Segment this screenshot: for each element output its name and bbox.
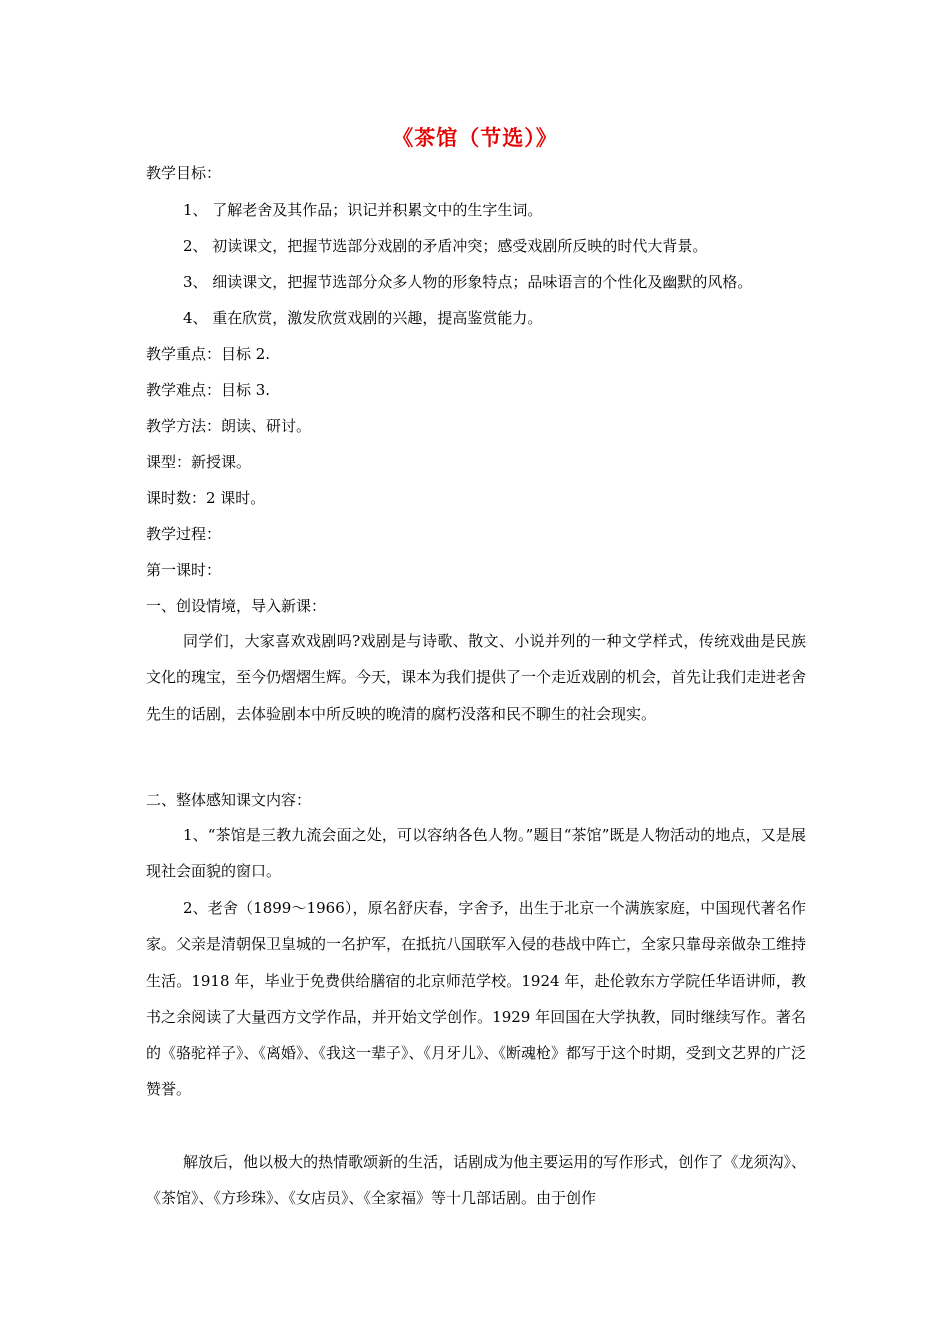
objective-item-1: 1、 了解老舍及其作品；识记并积累文中的生字生词。 (183, 201, 543, 219)
section-2-paragraph-1: 1、“茶馆是三教九流会面之处，可以容纳各色人物。”题目“茶馆”既是人物活动的地点，又是展现社会面貌的窗口。 (146, 826, 806, 881)
section-2-heading: 二、整体感知课文内容： (146, 791, 312, 809)
objective-item-3: 3、 细读课文，把握节选部分众多人物的形象特点；品味语言的个性化及幽默的风格。 (183, 273, 753, 291)
objective-item-4: 4、 重在欣赏，激发欣赏戏剧的兴趣，提高鉴赏能力。 (183, 309, 543, 327)
teaching-method: 教学方法：朗读、研讨。 (146, 417, 312, 435)
lesson-type: 课型：新授课。 (146, 453, 252, 471)
objective-item-2: 2、 初读课文，把握节选部分戏剧的矛盾冲突；感受戏剧所反映的时代大背景。 (183, 237, 708, 255)
objectives-heading: 教学目标： (146, 164, 222, 182)
teaching-difficulty: 教学难点：目标 3. (146, 381, 271, 399)
section-2-paragraph-2: 2、老舍（1899～1966），原名舒庆春，字舍予，出生于北京一个满族家庭，中国现代著名作家。父亲是清朝保卫皇城的一名护军，在抵抗八国联军入侵的巷战中阵亡，全家只靠母亲做杂工维持生活。1918 年，毕业于免费供给膳宿的北京师范学校。1924 年，赴伦敦东方学院任华语讲师，教书之余阅读了大量西方文学作品，并开始文学创作。1929 年回国在大学执教，同时继续写作。著名的《骆驼祥子》、《离婚》、《我这一辈子》、《月牙儿》、《断魂枪》都写于这个时期，受到文艺界的广泛赞誉。 (146, 899, 807, 1099)
page-title: 《茶馆（节选）》 (392, 125, 558, 150)
section-1-paragraph: 同学们，大家喜欢戏剧吗?戏剧是与诗歌、散文、小说并列的一种文学样式，传统戏曲是民族文化的瑰宝，至今仍熠熠生辉。今天，课本为我们提供了一个走近戏剧的机会，首先让我们走进老舍先生的话剧，去体验剧本中所反映的晚清的腐朽没落和民不聊生的社会现实。 (146, 632, 807, 723)
section-1-heading: 一、创设情境，导入新课： (146, 597, 327, 615)
first-period-heading: 第一课时： (146, 561, 222, 579)
process-heading: 教学过程： (146, 525, 222, 543)
lesson-periods: 课时数：2 课时。 (146, 489, 266, 507)
section-2-paragraph-3: 解放后，他以极大的热情歌颂新的生活，话剧成为他主要运用的写作形式，创作了《龙须沟》、《茶馆》、《方珍珠》、《女店员》、《全家福》等十几部话剧。由于创作 (146, 1153, 806, 1208)
teaching-focus: 教学重点：目标 2. (146, 345, 271, 363)
